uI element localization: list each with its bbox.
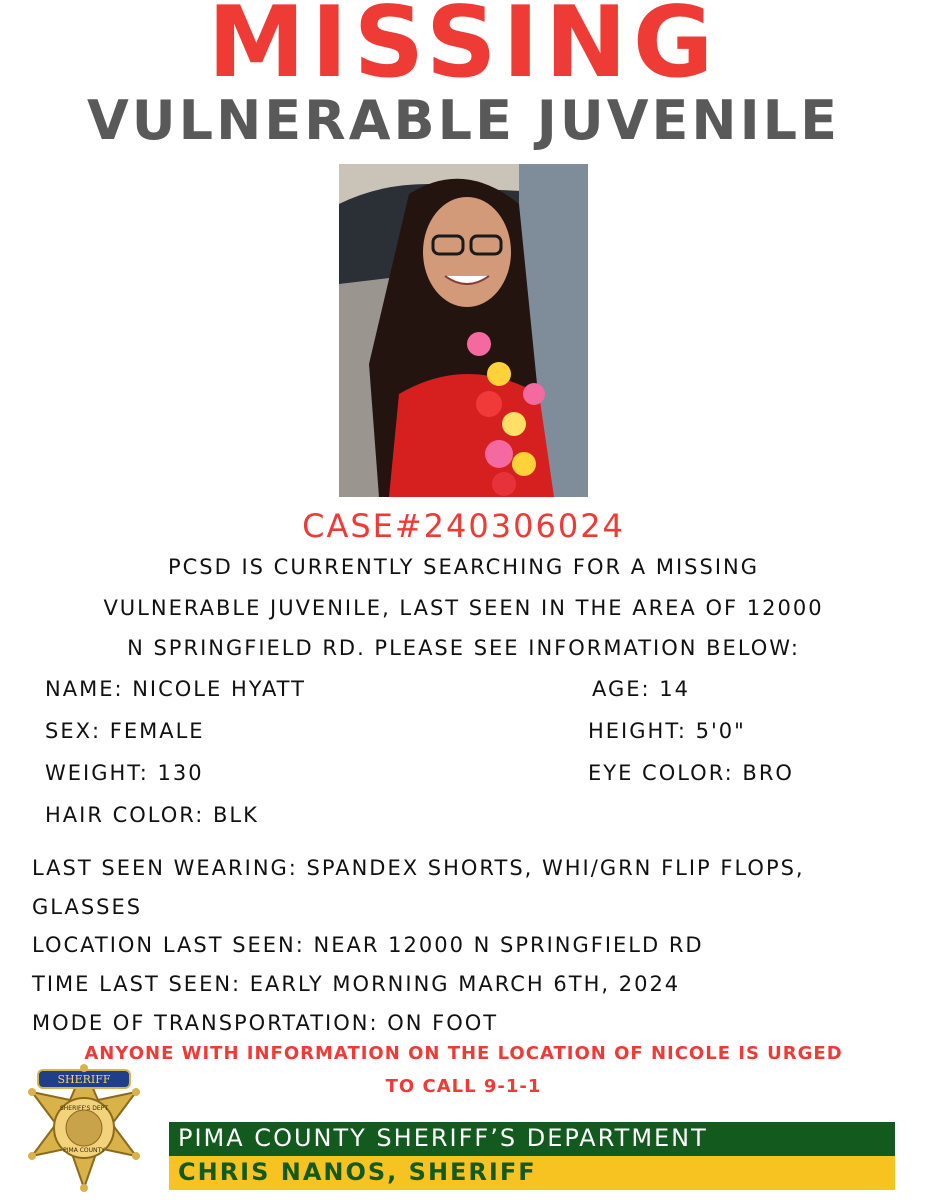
detail-eye-color: EYE COLOR: BRO xyxy=(588,761,794,785)
department-name: PIMA COUNTY SHERIFF’S DEPARTMENT xyxy=(178,1124,708,1152)
detail-name: NAME: NICOLE HYATT xyxy=(45,677,306,701)
badge-top-label: SHERIFF xyxy=(57,1073,111,1086)
poster-title: MISSING xyxy=(207,0,720,100)
detail-height: HEIGHT: 5'0" xyxy=(588,719,746,743)
badge-bottom-label: PIMA COUNTY xyxy=(63,1147,105,1154)
detail-weight: WEIGHT: 130 xyxy=(45,761,204,785)
intro-line-1: PCSD IS CURRENTLY SEARCHING FOR A MISSING xyxy=(167,555,759,579)
alert-line-2: TO CALL 9-1-1 xyxy=(385,1076,542,1097)
detail-hair-color: HAIR COLOR: BLK xyxy=(45,803,259,827)
missing-person-photo xyxy=(339,164,588,497)
last-seen-wearing-cont: GLASSES xyxy=(32,895,143,919)
sheriff-name: CHRIS NANOS, SHERIFF xyxy=(178,1158,537,1186)
location-last-seen: LOCATION LAST SEEN: NEAR 12000 N SPRINGFIELD RD xyxy=(32,933,704,957)
star-badge-icon xyxy=(18,1062,150,1194)
badge-ring-label: SHERIFF'S DEPT xyxy=(59,1105,109,1112)
case-number: CASE#240306024 xyxy=(302,507,625,545)
time-last-seen: TIME LAST SEEN: EARLY MORNING MARCH 6TH, 2024 xyxy=(32,972,681,996)
detail-age: AGE: 14 xyxy=(592,677,691,701)
last-seen-wearing: LAST SEEN WEARING: SPANDEX SHORTS, WHI/GRN FLIP FLOPS, xyxy=(32,856,805,880)
intro-line-2: VULNERABLE JUVENILE, LAST SEEN IN THE AREA OF 12000 xyxy=(103,596,824,620)
poster-subtitle: VULNERABLE JUVENILE xyxy=(87,89,840,152)
intro-line-3: N SPRINGFIELD RD. PLEASE SEE INFORMATION BELOW: xyxy=(127,636,800,660)
photo-illustration xyxy=(339,164,588,497)
alert-line-1: ANYONE WITH INFORMATION ON THE LOCATION OF NICOLE IS URGED xyxy=(84,1043,843,1064)
sheriff-badge-logo xyxy=(18,1062,150,1194)
mode-of-transportation: MODE OF TRANSPORTATION: ON FOOT xyxy=(32,1011,499,1035)
detail-sex: SEX: FEMALE xyxy=(45,719,205,743)
